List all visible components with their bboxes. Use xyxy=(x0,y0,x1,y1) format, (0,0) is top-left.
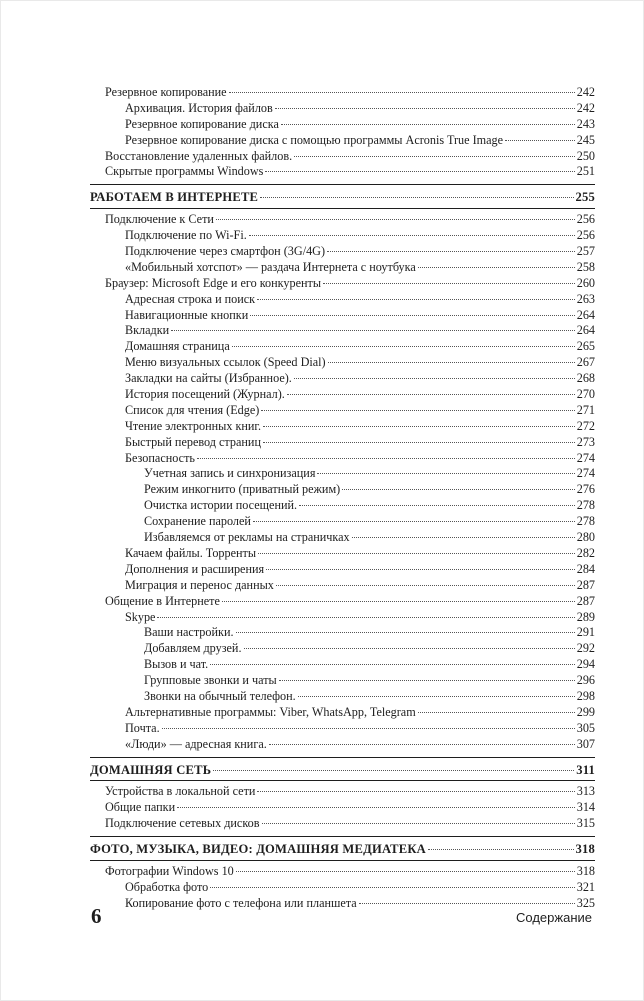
dot-leader xyxy=(263,442,575,443)
toc-entry-title: Добавляем друзей. xyxy=(144,641,242,656)
toc-entry-title: Избавляемся от рекламы на страничках xyxy=(144,530,350,545)
toc-entry-page: 263 xyxy=(576,291,595,306)
toc-entry xyxy=(90,387,595,403)
toc-entry-title: ДОМАШНЯЯ СЕТЬ xyxy=(90,762,212,777)
toc-entry xyxy=(90,244,595,260)
section-rule xyxy=(90,208,595,209)
toc-entry-page: 298 xyxy=(576,688,595,703)
toc-entry-title: Скрытые программы Windows xyxy=(105,164,264,179)
dot-leader xyxy=(250,315,574,316)
toc-entry-title: Безопасность xyxy=(125,450,195,465)
dot-leader xyxy=(261,410,574,411)
toc-entry-title: Дополнения и расширения xyxy=(125,561,265,576)
toc-entry-page: 282 xyxy=(576,545,595,560)
toc-entry xyxy=(90,864,595,880)
section-rule xyxy=(90,780,595,781)
toc-entry-title: Навигационные кнопки xyxy=(125,307,249,322)
toc-entry-title: Очистка истории посещений. xyxy=(144,498,298,513)
toc-entry-page: 315 xyxy=(576,816,595,831)
dot-leader xyxy=(299,505,575,506)
toc-entry-title: Фотографии Windows 10 xyxy=(105,863,234,878)
toc-entry-page: 258 xyxy=(576,259,595,274)
toc-entry-title: «Люди» — адресная книга. xyxy=(125,736,267,751)
toc-entry-title: Подключение через смартфон (3G/4G) xyxy=(125,244,326,259)
dot-leader xyxy=(197,458,575,459)
toc-entry-title: Архивация. История файлов xyxy=(125,100,273,115)
toc-entry xyxy=(90,705,595,721)
toc-entry-page: 311 xyxy=(576,762,595,777)
dot-leader xyxy=(327,251,575,252)
dot-leader xyxy=(253,521,575,522)
dot-leader xyxy=(210,664,575,665)
toc-entry-page: 265 xyxy=(576,339,595,354)
toc-entry-page: 273 xyxy=(576,434,595,449)
dot-leader xyxy=(258,553,575,554)
toc-entry-title: Домашняя страница xyxy=(125,339,230,354)
toc-entry-title: РАБОТАЕМ В ИНТЕРНЕТЕ xyxy=(90,190,259,205)
toc-entry-title: История посещений (Журнал). xyxy=(125,387,285,402)
toc-entry-title: Быстрый перевод страниц xyxy=(125,434,261,449)
toc-entry-title: Ваши настройки. xyxy=(144,625,234,640)
toc-entry-title: Резервное копирование диска xyxy=(125,116,279,131)
dot-leader xyxy=(260,197,573,198)
dot-leader xyxy=(157,617,574,618)
toc-entry-page: 256 xyxy=(576,212,595,227)
dot-leader xyxy=(359,903,575,904)
toc-entry xyxy=(90,482,595,498)
dot-leader xyxy=(328,362,575,363)
toc-entry xyxy=(90,530,595,546)
toc-entry xyxy=(90,339,595,355)
dot-leader xyxy=(294,156,575,157)
toc-entry xyxy=(90,594,595,610)
dot-leader xyxy=(418,267,575,268)
toc-entry xyxy=(90,562,595,578)
toc-entry-page: 274 xyxy=(576,450,595,465)
toc-entry xyxy=(90,498,595,514)
toc-entry xyxy=(90,689,595,705)
toc-entry xyxy=(90,117,595,133)
toc-entry-page: 276 xyxy=(576,482,595,497)
page-number: 6 xyxy=(91,904,102,928)
toc-chapter xyxy=(90,842,595,858)
dot-leader xyxy=(418,712,575,713)
toc-entry xyxy=(90,800,595,816)
dot-leader xyxy=(244,648,575,649)
dot-leader xyxy=(276,585,575,586)
toc-entry-title: Резервное копирование xyxy=(105,85,227,99)
toc-entry-page: 278 xyxy=(576,498,595,513)
dot-leader xyxy=(232,346,575,347)
toc-entry-title: Качаем файлы. Торренты xyxy=(125,545,257,560)
toc-entry-page: 292 xyxy=(576,641,595,656)
toc-entry-page: 314 xyxy=(576,800,595,815)
toc-entry-page: 257 xyxy=(576,244,595,259)
toc-entry-title: Вкладки xyxy=(125,323,170,338)
toc-entry-page: 272 xyxy=(576,418,595,433)
toc-entry-title: Общение в Интернете xyxy=(105,593,220,608)
running-section-title: Содержание xyxy=(516,910,592,925)
toc-entry xyxy=(90,101,595,117)
section-rule xyxy=(90,860,595,861)
toc-entry xyxy=(90,721,595,737)
toc-entry-page: 325 xyxy=(576,895,595,910)
dot-leader xyxy=(210,887,574,888)
toc-entry-page: 284 xyxy=(576,561,595,576)
toc-entry-title: Режим инкогнито (приватный режим) xyxy=(144,482,341,497)
dot-leader xyxy=(262,823,575,824)
table-of-contents xyxy=(90,85,595,912)
toc-entry-title: Групповые звонки и чаты xyxy=(144,673,277,688)
toc-entry-title: ФОТО, МУЗЫКА, ВИДЕО: ДОМАШНЯЯ МЕДИАТЕКА xyxy=(90,842,426,857)
toc-entry-title: Закладки на сайты (Избранное). xyxy=(125,371,292,386)
dot-leader xyxy=(162,728,575,729)
toc-entry-page: 250 xyxy=(576,148,595,163)
toc-entry-title: Резервное копирование диска с помощью программы Acronis True Image xyxy=(125,132,504,147)
dot-leader xyxy=(317,473,574,474)
toc-entry-page: 299 xyxy=(576,704,595,719)
toc-entry xyxy=(90,276,595,292)
toc-entry xyxy=(90,355,595,371)
toc-entry-page: 242 xyxy=(576,100,595,115)
toc-entry xyxy=(90,403,595,419)
toc-entry-title: Меню визуальных ссылок (Speed Dial) xyxy=(125,355,326,370)
toc-entry-page: 268 xyxy=(576,371,595,386)
toc-entry-title: Skype xyxy=(125,609,156,624)
toc-entry-page: 260 xyxy=(576,275,595,290)
toc-entry-title: Обработка фото xyxy=(125,879,209,894)
dot-leader xyxy=(281,124,575,125)
dot-leader xyxy=(249,235,575,236)
toc-entry-page: 280 xyxy=(576,530,595,545)
toc-entry-title: Чтение электронных книг. xyxy=(125,418,262,433)
toc-entry-page: 321 xyxy=(576,879,595,894)
toc-entry-page: 278 xyxy=(576,514,595,529)
toc-entry-title: Устройства в локальной сети xyxy=(105,784,256,799)
toc-entry-title: Подключение по Wi-Fi. xyxy=(125,228,247,243)
toc-entry-page: 255 xyxy=(575,190,595,205)
toc-entry-page: 318 xyxy=(576,863,595,878)
dot-leader xyxy=(257,299,575,300)
toc-entry-page: 287 xyxy=(576,593,595,608)
toc-entry-page: 256 xyxy=(576,228,595,243)
toc-entry-page: 271 xyxy=(576,402,595,417)
toc-entry xyxy=(90,419,595,435)
toc-entry xyxy=(90,149,595,165)
toc-entry xyxy=(90,308,595,324)
dot-leader xyxy=(269,744,575,745)
toc-chapter xyxy=(90,190,595,206)
toc-entry-page: 307 xyxy=(576,736,595,751)
toc-entry-title: Почта. xyxy=(125,720,160,735)
section-rule xyxy=(90,836,595,837)
toc-entry-title: Сохранение паролей xyxy=(144,514,251,529)
toc-entry-title: Восстановление удаленных файлов. xyxy=(105,148,293,163)
toc-entry xyxy=(90,466,595,482)
dot-leader xyxy=(287,394,575,395)
toc-entry xyxy=(90,435,595,451)
dot-leader xyxy=(236,632,575,633)
toc-entry xyxy=(90,133,595,149)
toc-entry-page: 270 xyxy=(576,387,595,402)
toc-entry xyxy=(90,625,595,641)
toc-entry xyxy=(90,323,595,339)
dot-leader xyxy=(177,807,575,808)
toc-entry-title: Миграция и перенос данных xyxy=(125,577,274,592)
toc-entry-page: 289 xyxy=(576,609,595,624)
toc-entry-title: Подключение к Сети xyxy=(105,212,214,227)
toc-entry xyxy=(90,212,595,228)
dot-leader xyxy=(263,426,575,427)
dot-leader xyxy=(171,330,575,331)
toc-entry-title: Список для чтения (Edge) xyxy=(125,402,260,417)
toc-entry-page: 264 xyxy=(576,307,595,322)
toc-entry-page: 313 xyxy=(576,784,595,799)
dot-leader xyxy=(275,108,575,109)
toc-entry-title: Альтернативные программы: Viber, WhatsApp, Telegram xyxy=(125,704,416,719)
toc-entry xyxy=(90,816,595,832)
dot-leader xyxy=(236,871,575,872)
dot-leader xyxy=(216,219,575,220)
dot-leader xyxy=(323,283,575,284)
dot-leader xyxy=(229,92,575,93)
toc-entry xyxy=(90,880,595,896)
toc-chapter xyxy=(90,763,595,779)
toc-entry-title: Вызов и чат. xyxy=(144,657,209,672)
toc-entry xyxy=(90,578,595,594)
toc-entry-page: 242 xyxy=(576,85,595,99)
toc-entry xyxy=(90,292,595,308)
toc-entry-title: Звонки на обычный телефон. xyxy=(144,688,296,703)
toc-entry-title: Копирование фото с телефона или планшета xyxy=(125,895,357,910)
toc-entry-title: Учетная запись и синхронизация xyxy=(144,466,316,481)
dot-leader xyxy=(266,569,575,570)
toc-entry xyxy=(90,371,595,387)
toc-entry-page: 245 xyxy=(576,132,595,147)
toc-entry-page: 287 xyxy=(576,577,595,592)
toc-entry xyxy=(90,737,595,753)
section-rule xyxy=(90,184,595,185)
toc-entry-page: 305 xyxy=(576,720,595,735)
dot-leader xyxy=(213,770,574,771)
dot-leader xyxy=(222,601,575,602)
dot-leader xyxy=(279,680,575,681)
toc-entry-page: 291 xyxy=(576,625,595,640)
section-rule xyxy=(90,757,595,758)
dot-leader xyxy=(505,140,575,141)
toc-entry xyxy=(90,228,595,244)
dot-leader xyxy=(342,489,574,490)
toc-entry xyxy=(90,641,595,657)
toc-entry-page: 294 xyxy=(576,657,595,672)
toc-entry xyxy=(90,784,595,800)
dot-leader xyxy=(352,537,575,538)
dot-leader xyxy=(294,378,575,379)
toc-entry-title: Подключение сетевых дисков xyxy=(105,816,260,831)
toc-entry-title: «Мобильный хотспот» — раздача Интернета с ноутбука xyxy=(125,259,416,274)
toc-entry-page: 251 xyxy=(576,164,595,179)
toc-entry-title: Общие папки xyxy=(105,800,176,815)
toc-entry-page: 243 xyxy=(576,116,595,131)
toc-entry xyxy=(90,85,595,101)
toc-entry-page: 264 xyxy=(576,323,595,338)
toc-entry xyxy=(90,546,595,562)
toc-entry xyxy=(90,673,595,689)
dot-leader xyxy=(298,696,575,697)
toc-entry xyxy=(90,514,595,530)
toc-entry xyxy=(90,260,595,276)
toc-entry-page: 267 xyxy=(576,355,595,370)
toc-entry xyxy=(90,610,595,626)
dot-leader xyxy=(428,849,574,850)
toc-entry-title: Браузер: Microsoft Edge и его конкуренты xyxy=(105,275,322,290)
dot-leader xyxy=(265,171,574,172)
toc-entry-page: 296 xyxy=(576,673,595,688)
toc-entry-page: 318 xyxy=(575,842,595,857)
toc-entry-title: Адресная строка и поиск xyxy=(125,291,256,306)
toc-entry xyxy=(90,451,595,467)
toc-entry xyxy=(90,657,595,673)
dot-leader xyxy=(257,791,574,792)
toc-entry-page: 274 xyxy=(576,466,595,481)
toc-entry xyxy=(90,164,595,180)
